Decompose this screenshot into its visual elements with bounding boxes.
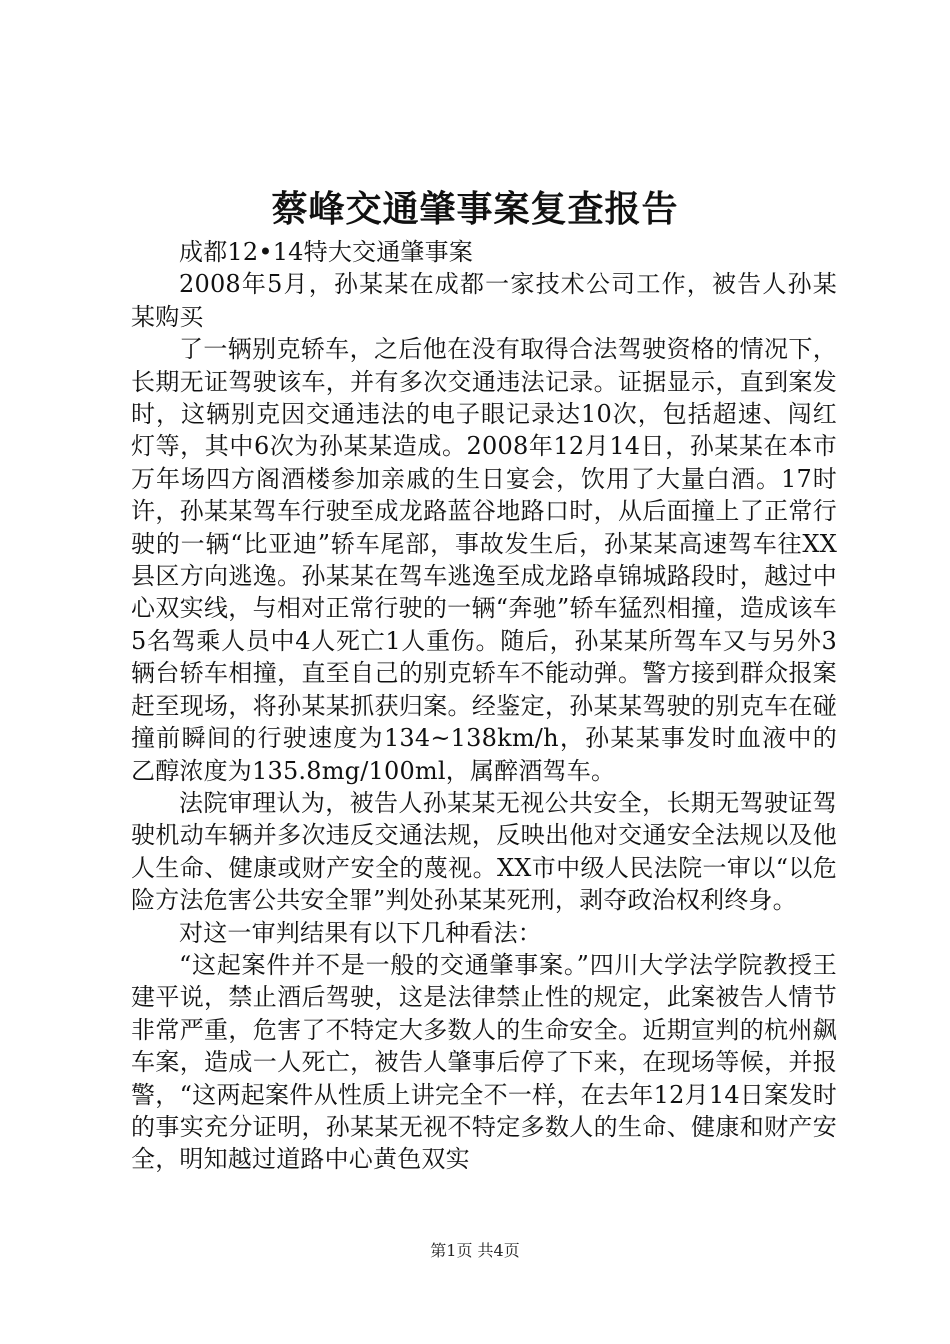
paragraph-court-ruling: 法院审理认为，被告人孙某某无视公共安全，长期无驾驶证驾驶机动车辆并多次违反交通法规，反映出他对交通安全法规以及他人生命、健康或财产安全的蔑视。XX市中级人民法院一审以“以危险方法危害公共安全罪”判处孙某某死刑，剥夺政治权利终身。 <box>131 788 837 915</box>
paragraph-opinions-intro: 对这一审判结果有以下几种看法： <box>179 918 542 947</box>
document-title: 蔡峰交通肇事案复查报告 <box>271 188 679 230</box>
document-body <box>131 236 837 1176</box>
paragraph-expert-opinion: “这起案件并不是一般的交通肇事案。”四川大学法学院教授王建平说，禁止酒后驾驶，这是法律禁止性的规定，此案被告人情节非常严重，危害了不特定大多数人的生命安全。近期宣判的杭州飙车案，造成一人死亡，被告人肇事后停了下来，在现场等候，并报警，“这两起案件从性质上讲完全不一样，在去年12月14日案发时的事实充分证明，孙某某无视不特定多数人的生命、健康和财产安全，明知越过道路中心黄色双实 <box>131 950 837 1174</box>
paragraph-incident-details: 了一辆别克轿车，之后他在没有取得合法驾驶资格的情况下，长期无证驾驶该车，并有多次交通违法记录。证据显示，直到案发时，这辆别克因交通违法的电子眼记录达10次，包括超速、闯红灯等，其中6次为孙某某造成。2008年12月14日，孙某某在本市万年场四方阁酒楼参加亲戚的生日宴会，饮用了大量白酒。17时许，孙某某驾车行驶至成龙路蓝谷地路口时，从后面撞上了正常行驶的一辆“比亚迪”轿车尾部，事故发生后，孙某某高速驾车往XX县区方向逃逸。孙某某在驾车逃逸至成龙路卓锦城路段时，越过中心双实线，与相对正常行驶的一辆“奔驰”轿车猛烈相撞，造成该车5名驾乘人员中4人死亡1人重伤。随后，孙某某所驾车又与另外3辆台轿车相撞，直至自己的别克轿车不能动弹。警方接到群众报案赶至现场，将孙某某抓获归案。经鉴定，孙某某驾驶的别克车在碰撞前瞬间的行驶速度为134~138km/h，孙某某事发时血液中的乙醇浓度为135.8mg/100ml，属醉酒驾车。 <box>131 335 837 785</box>
paragraph-background: 2008年5月，孙某某在成都一家技术公司工作，被告人孙某某购买 <box>131 270 837 331</box>
page-number-footer: 第1页 共4页 <box>430 1241 520 1260</box>
paragraph-case-name: 成都12•14特大交通肇事案 <box>179 238 474 266</box>
